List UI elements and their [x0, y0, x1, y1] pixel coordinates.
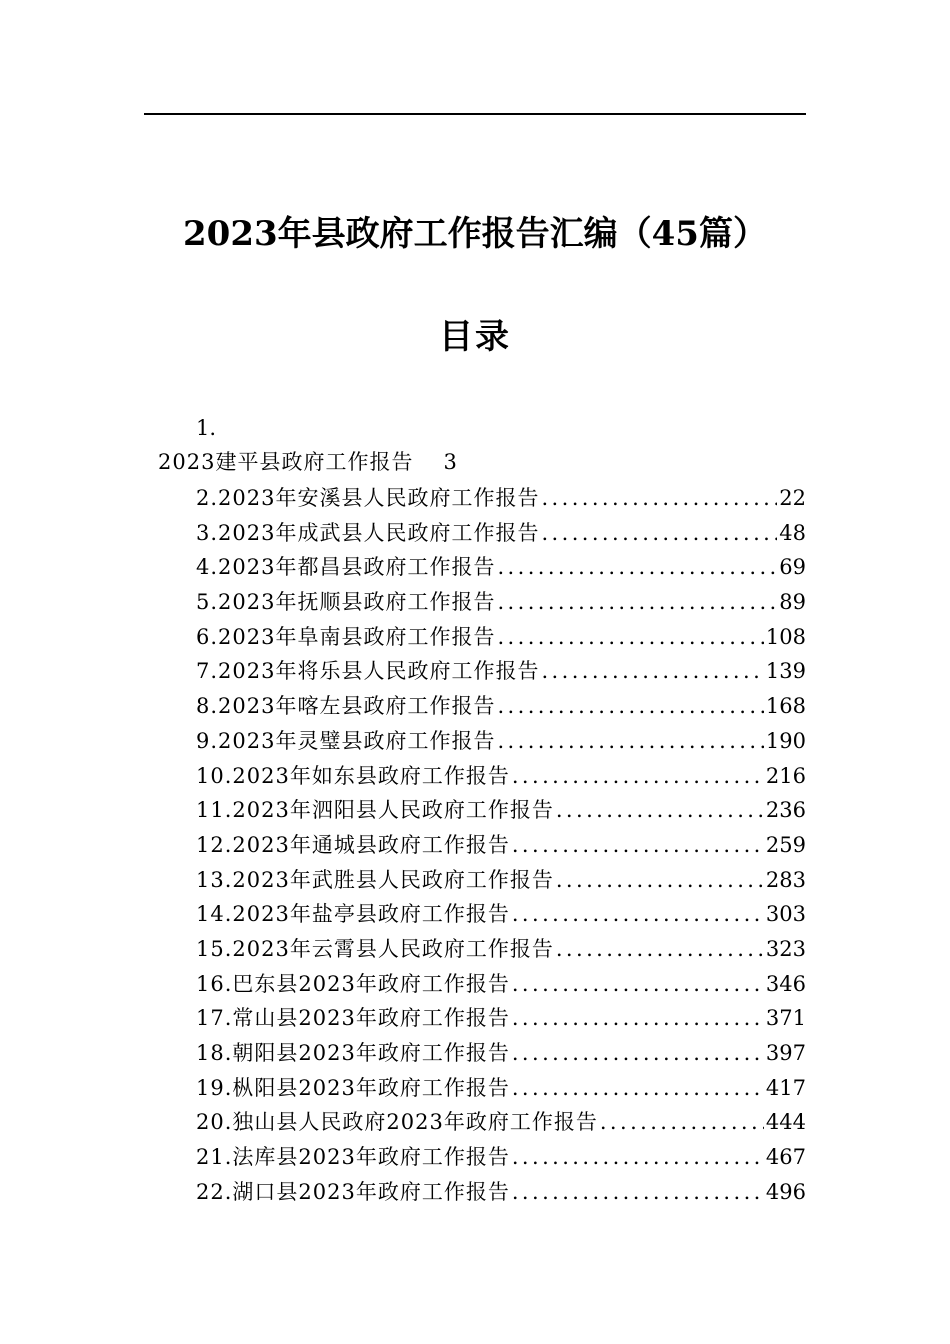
toc-entry-label: 14.2023年盐亭县政府工作报告	[196, 902, 510, 927]
toc-dot-leader	[556, 932, 764, 967]
toc-dot-leader	[512, 759, 764, 794]
toc-entry-label: 9.2023年灵璧县政府工作报告	[196, 728, 496, 753]
toc-dot-leader	[556, 863, 764, 898]
toc-entry-page: 89	[779, 590, 806, 615]
toc-entry-list	[196, 481, 806, 1209]
toc-entry-label: 13.2023年武胜县人民政府工作报告	[196, 867, 554, 892]
toc-entry-label: 11.2023年泗阳县人民政府工作报告	[196, 798, 554, 823]
toc-entry-label: 18.朝阳县2023年政府工作报告	[196, 1041, 510, 1065]
toc-entry-page: 108	[765, 624, 806, 649]
toc-dot-leader	[541, 481, 777, 516]
toc-entry-page: 346	[765, 971, 806, 996]
toc-entry-page: 283	[765, 867, 806, 892]
toc-entry[interactable]	[196, 1175, 806, 1210]
toc-entry-label: 5.2023年抚顺县政府工作报告	[196, 590, 496, 615]
toc-entry-label: 21.法库县2023年政府工作报告	[196, 1145, 510, 1170]
toc-dot-leader	[512, 1140, 764, 1175]
toc-entry-label: 19.枞阳县2023年政府工作报告	[196, 1075, 510, 1100]
toc-entry[interactable]	[196, 932, 806, 967]
toc-entry-label: 17.常山县2023年政府工作报告	[196, 1006, 510, 1031]
toc-entry-page: 467	[765, 1145, 806, 1170]
toc-entry-label: 2.2023年安溪县人民政府工作报告	[196, 486, 540, 510]
toc-first-entry-number[interactable]: 1.	[196, 416, 217, 440]
toc-dot-leader	[512, 897, 764, 932]
toc-entry[interactable]	[196, 585, 806, 620]
toc-dot-leader	[497, 550, 777, 585]
toc-dot-leader	[497, 689, 763, 724]
toc-entry-page: 303	[765, 902, 806, 927]
toc-entry-page: 22	[779, 486, 806, 510]
toc-entry[interactable]	[196, 1105, 806, 1140]
toc-entry[interactable]	[196, 863, 806, 898]
toc-dot-leader	[600, 1105, 764, 1140]
toc-entry-page: 168	[765, 694, 806, 719]
toc-entry-label: 2023建平县政府工作报告	[158, 450, 414, 474]
toc-entry[interactable]	[196, 967, 806, 1002]
toc-entry[interactable]	[196, 1001, 806, 1036]
toc-entry-page: 69	[779, 555, 806, 580]
toc-entry[interactable]	[196, 759, 806, 794]
document-title: 2023年县政府工作报告汇编（45篇）	[183, 214, 767, 254]
toc-entry-page: 259	[765, 832, 806, 857]
toc-dot-leader	[512, 1036, 764, 1071]
toc-entry-page: 3	[443, 450, 458, 474]
toc-entry[interactable]	[196, 1036, 806, 1071]
toc-entry-page: 371	[765, 1006, 806, 1031]
toc-dot-leader	[512, 967, 764, 1002]
toc-entry-page: 48	[779, 520, 806, 545]
toc-entry-label: 20.独山县人民政府2023年政府工作报告	[196, 1110, 598, 1135]
toc-entry-page: 323	[765, 936, 806, 961]
toc-entry-label: 8.2023年喀左县政府工作报告	[196, 694, 496, 719]
toc-entry[interactable]	[196, 724, 806, 759]
toc-entry-page: 216	[765, 763, 806, 788]
toc-entry-label: 16.巴东县2023年政府工作报告	[196, 971, 510, 996]
toc-entry[interactable]	[196, 550, 806, 585]
toc-entry[interactable]	[196, 793, 806, 828]
toc-entry[interactable]	[196, 516, 806, 551]
toc-entry-label: 15.2023年云霄县人民政府工作报告	[196, 936, 554, 961]
toc-entry-page: 139	[765, 659, 806, 684]
toc-heading: 目录	[439, 317, 511, 357]
toc-dot-leader	[497, 724, 763, 759]
toc-dot-leader	[512, 1001, 764, 1036]
toc-entry[interactable]	[196, 689, 806, 724]
toc-entry-page: 496	[765, 1179, 806, 1204]
toc-dot-leader	[497, 585, 777, 620]
toc-entry[interactable]	[196, 897, 806, 932]
toc-entry[interactable]	[196, 620, 806, 655]
toc-entry-label: 22.湖口县2023年政府工作报告	[196, 1179, 510, 1204]
toc-entry-page: 417	[765, 1075, 806, 1100]
toc-entry[interactable]	[196, 481, 806, 516]
toc-entry[interactable]	[196, 1071, 806, 1106]
toc-entry[interactable]	[196, 654, 806, 689]
toc-entry-page: 236	[765, 798, 806, 823]
toc-dot-leader	[541, 516, 777, 551]
toc-first-entry[interactable]	[158, 448, 458, 476]
toc-entry-page: 444	[765, 1110, 806, 1135]
toc-entry-label: 3.2023年成武县人民政府工作报告	[196, 520, 540, 545]
toc-entry-page: 397	[765, 1041, 806, 1065]
toc-dot-leader	[556, 793, 764, 828]
toc-entry-page: 190	[765, 728, 806, 753]
toc-entry-label: 6.2023年阜南县政府工作报告	[196, 624, 496, 649]
toc-entry[interactable]	[196, 1140, 806, 1175]
toc-entry[interactable]	[196, 828, 806, 863]
toc-dot-leader	[512, 1175, 764, 1210]
toc-dot-leader	[512, 828, 764, 863]
toc-dot-leader	[512, 1071, 764, 1106]
toc-dot-leader	[541, 654, 763, 689]
toc-dot-leader	[497, 620, 763, 655]
toc-entry-label: 4.2023年都昌县政府工作报告	[196, 555, 496, 580]
toc-entry-label: 10.2023年如东县政府工作报告	[196, 763, 510, 788]
toc-entry-label: 12.2023年通城县政府工作报告	[196, 832, 510, 857]
toc-entry-label: 7.2023年将乐县人民政府工作报告	[196, 659, 540, 684]
